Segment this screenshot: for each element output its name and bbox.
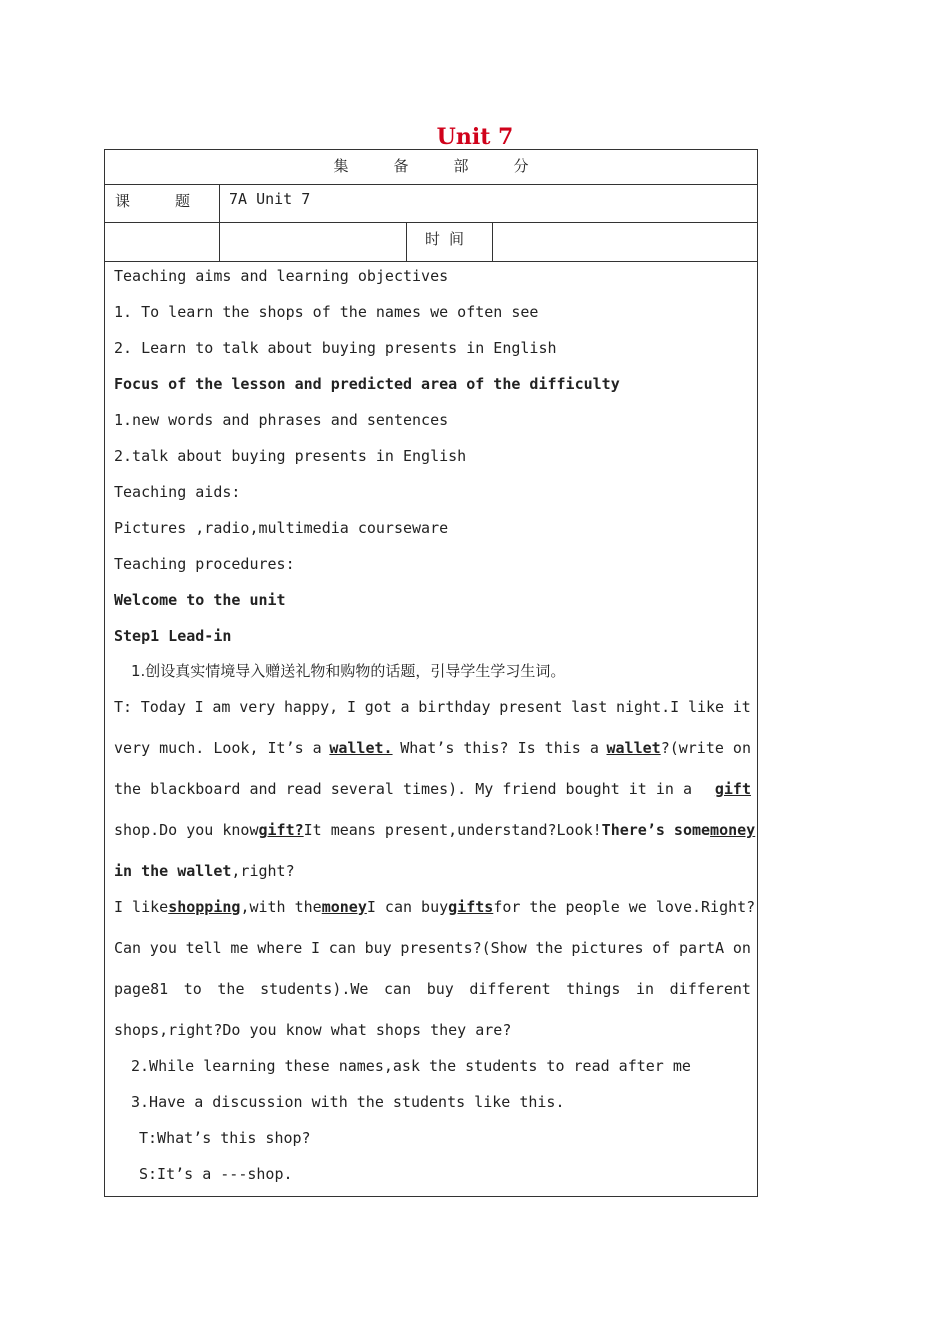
row-divider	[105, 222, 757, 223]
procedure-item: 2.While learning these names,ask the students to read after me	[131, 1057, 691, 1075]
chinese-instruction: 1.创设真实情境导入赠送礼物和购物的话题，引导学生学习生词。	[131, 662, 566, 680]
paragraph-line	[114, 898, 756, 916]
text-span: in the wallet	[114, 862, 232, 880]
text-span: ?(write on	[660, 739, 751, 757]
word: I	[346, 698, 356, 716]
vocab-word: shopping	[168, 898, 241, 916]
word: partA	[679, 939, 725, 957]
paragraph-line	[114, 739, 751, 757]
word: can	[384, 980, 412, 998]
paragraph-line	[114, 980, 751, 998]
word: it	[732, 698, 751, 716]
word: buy	[364, 939, 392, 957]
word: like	[687, 698, 725, 716]
lesson-plan-table	[104, 149, 758, 1197]
procedure-item: 3.Have a discussion with the students like this.	[131, 1093, 565, 1111]
aim-item: 2. Learn to talk about buying presents in English	[114, 339, 557, 357]
text-span: shop.Do you know	[114, 821, 259, 839]
welcome-heading: Welcome to the unit	[114, 591, 286, 609]
word: birthday	[418, 698, 491, 716]
text-span: for the people we love.Right?	[493, 898, 756, 916]
aims-heading: Teaching aims and learning objectives	[114, 267, 449, 285]
word: tell	[185, 939, 222, 957]
text-span: It means present,understand?Look!	[303, 821, 602, 839]
word: presents?(Show	[400, 939, 527, 957]
vocab-word: gift	[714, 780, 751, 798]
paragraph-line	[114, 939, 751, 957]
page-title: Unit 7	[436, 124, 514, 150]
word: night.I	[616, 698, 680, 716]
time-label: 时 间	[425, 230, 465, 248]
paragraph-line: shops,right?Do you know what shops they are?	[114, 1021, 512, 1039]
word: I	[311, 939, 321, 957]
text-span: I can buy	[366, 898, 449, 916]
vocab-word: gift?	[258, 821, 304, 839]
text-span: very much. Look, It’s a	[114, 739, 322, 757]
focus-item: 1.new words and phrases and sentences	[114, 411, 449, 429]
text-span: What’s this? Is this a	[400, 739, 599, 757]
word: buy	[426, 980, 454, 998]
word: Today	[140, 698, 186, 716]
word: very	[239, 698, 276, 716]
word: students).We	[260, 980, 369, 998]
word: in	[636, 980, 655, 998]
step-heading: Step1 Lead-in	[114, 627, 232, 645]
dialog-student: S:It’s a ---shop.	[139, 1165, 293, 1183]
row-divider	[105, 261, 757, 262]
text-span: the blackboard and read several times). My friend bought it in a	[114, 780, 692, 798]
aids-text: Pictures ,radio,multimedia courseware	[114, 519, 449, 537]
word: to	[183, 980, 202, 998]
focus-heading: Focus of the lesson and predicted area of the difficulty	[114, 375, 620, 393]
paragraph-line	[114, 862, 295, 880]
word: the	[217, 980, 245, 998]
word: T:	[114, 698, 133, 716]
topic-label: 课 题	[115, 192, 191, 210]
paragraph-line	[114, 821, 756, 839]
word: the	[535, 939, 563, 957]
word: I	[194, 698, 204, 716]
word: things	[566, 980, 621, 998]
column-divider	[406, 222, 407, 261]
section-header: 集 备 部 分	[333, 157, 529, 175]
word: Can	[114, 939, 142, 957]
word: happy,	[284, 698, 339, 716]
aim-item: 1. To learn the shops of the names we often see	[114, 303, 539, 321]
word: am	[212, 698, 231, 716]
word: different	[669, 980, 751, 998]
word: me	[230, 939, 249, 957]
word: a	[400, 698, 410, 716]
paragraph-line	[114, 698, 751, 716]
word: pictures	[571, 939, 644, 957]
word: got	[364, 698, 392, 716]
word: on	[732, 939, 751, 957]
text-span: There’s some	[601, 821, 711, 839]
word: present	[499, 698, 563, 716]
word: of	[652, 939, 671, 957]
vocab-word: wallet	[606, 739, 661, 757]
column-divider	[492, 222, 493, 261]
column-divider	[219, 184, 220, 261]
row-divider	[105, 184, 757, 185]
vocab-word: wallet.	[329, 739, 393, 757]
vocab-word: gifts	[448, 898, 494, 916]
word: where	[257, 939, 303, 957]
word: last	[571, 698, 608, 716]
word: different	[469, 980, 551, 998]
text-span: ,with the	[240, 898, 322, 916]
dialog-teacher: T:What’s this shop?	[139, 1129, 311, 1147]
vocab-word: money	[321, 898, 367, 916]
aids-heading: Teaching aids:	[114, 483, 241, 501]
focus-item: 2.talk about buying presents in English	[114, 447, 467, 465]
paragraph-line	[114, 780, 751, 798]
word: can	[328, 939, 356, 957]
procedures-heading: Teaching procedures:	[114, 555, 295, 573]
word: page81	[114, 980, 169, 998]
text-span: I like	[114, 898, 169, 916]
topic-value: 7A Unit 7	[229, 190, 311, 208]
vocab-word: money	[710, 821, 756, 839]
word: you	[149, 939, 177, 957]
text-span: ,right?	[231, 862, 295, 880]
